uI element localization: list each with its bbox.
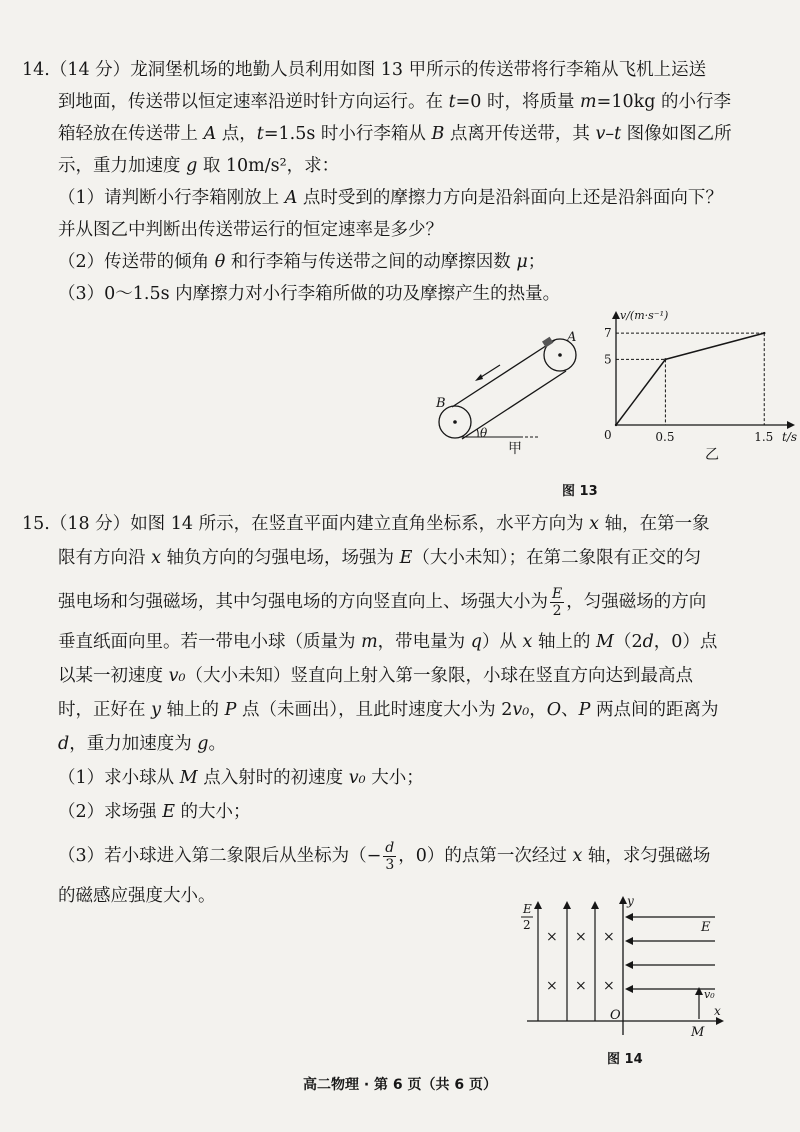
- fig14-label-v0: v₀: [704, 988, 715, 1001]
- q14-sub-2: （2）传送带的倾角 θ 和行李箱与传送带之间的动摩擦因数 μ；: [58, 252, 546, 272]
- q15-line-5: 以某一初速度 v₀（大小未知）竖直向上射入第一象限，小球在竖直方向达到最高点: [58, 666, 693, 686]
- fraction-d-over-3: $\frac{d}{3}$: [385, 840, 395, 873]
- fig14-label-E2-num: E: [523, 902, 532, 916]
- page-footer: 高二物理 · 第 6 页（共 6 页）: [302, 1077, 498, 1093]
- q15-sub-3-cont: 的磁感应强度大小。: [58, 886, 216, 906]
- q15-line-1: 15.（18 分）如图 14 所示，在竖直平面内建立直角坐标系，水平方向为 x 轴，在第一象: [22, 514, 710, 534]
- fig13-label-B: B: [436, 396, 446, 411]
- vt-label-yi: 乙: [704, 447, 719, 463]
- fig14-label-O: O: [610, 1008, 621, 1023]
- fig14-label-E: E: [701, 920, 711, 935]
- fig14-field-diagram: [515, 895, 725, 1045]
- vt-x-axis-arrow: [787, 421, 795, 429]
- svg-text:×: ×: [546, 929, 558, 945]
- vt-point-2: [763, 332, 765, 334]
- fig14-magnetic-crosses: [546, 929, 615, 994]
- fig13-vt-chart: [600, 309, 798, 463]
- q14-line-1: 14.（14 分）龙洞堡机场的地勤人员利用如图 13 甲所示的传送带将行李箱从飞机上运送: [22, 60, 707, 80]
- q15-line-6: 时，正好在 y 轴上的 P 点（未画出），且此时速度大小为 2v₀，O、P 两点间的距离为: [58, 700, 719, 720]
- q15-sub-3: （3）若小球进入第二象限后从坐标为（− $\frac{d}{3}$ ，0）的点第一次经过 x 轴，求匀强磁场: [58, 840, 711, 873]
- luggage-box: [542, 337, 553, 348]
- fig14-upward-field-lines: [534, 901, 599, 1021]
- q14-sub-3: （3）0～1.5s 内摩擦力对小行李箱所做的功及摩擦产生的热量。: [58, 284, 561, 304]
- vt-y-tick-5: 5: [604, 352, 612, 367]
- vt-origin-label: 0: [604, 428, 612, 442]
- vt-y-axis-label: v/(m·s⁻¹): [620, 309, 669, 322]
- q14-line-4: 示，重力加速度 g 取 10m/s²，求：: [58, 156, 340, 176]
- svg-text:×: ×: [603, 978, 615, 994]
- svg-text:×: ×: [603, 929, 615, 945]
- vt-segment-0: [616, 359, 665, 425]
- svg-text:×: ×: [575, 929, 587, 945]
- belt-bottom: [462, 371, 566, 439]
- fig14-caption: 图 14: [607, 1052, 643, 1067]
- q14-sub-1-cont: 并从图乙中判断出传送带运行的恒定速率是多少？: [58, 220, 443, 240]
- fig13-label-jia: 甲: [508, 441, 522, 457]
- fig14-label-x: x: [714, 1004, 721, 1018]
- q14-line-2: 到地面，传送带以恒定速率沿逆时针方向运行。在 t=0 时，将质量 m=10kg 的小行李: [58, 92, 731, 112]
- fraction-E-over-2: $\frac{E}{2}$: [552, 586, 563, 619]
- vt-x-axis-label: t/s: [782, 430, 798, 444]
- q15-sub-2: （2）求场强 E 的大小；: [58, 802, 251, 822]
- vt-x-tick-1.5: 1.5: [754, 430, 774, 444]
- fig13-label-A: A: [567, 330, 577, 345]
- svg-text:×: ×: [575, 978, 587, 994]
- vt-y-tick-7: 7: [604, 326, 612, 341]
- vt-point-0: [615, 424, 617, 426]
- q15-line-2: 限有方向沿 x 轴负方向的匀强电场，场强为 E（大小未知）；在第二象限有正交的匀: [58, 548, 702, 568]
- vt-point-1: [664, 358, 666, 360]
- q14-sub-1: （1）请判断小行李箱刚放上 A 点时受到的摩擦力方向是沿斜面向上还是沿斜面向下？: [58, 188, 723, 208]
- fig14-label-M: M: [691, 1025, 705, 1040]
- q15-line-3: 强电场和匀强磁场，其中匀强电场的方向竖直向上、场强大小为 $\frac{E}{2}$ ，匀强磁场的方向: [58, 586, 707, 619]
- svg-text:×: ×: [546, 978, 558, 994]
- q15-line-7: d，重力加速度为 g。: [58, 734, 226, 754]
- vt-segment-1: [665, 333, 764, 359]
- belt-top: [452, 340, 555, 407]
- fig14-label-E2-den: 2: [523, 918, 531, 932]
- q15-sub-1: （1）求小球从 M 点入射时的初速度 v₀ 大小；: [58, 768, 424, 788]
- vt-x-tick-0.5: 0.5: [655, 430, 675, 444]
- fig13-label-theta: θ: [480, 426, 488, 440]
- q15-line-4: 垂直纸面向里。若一带电小球（质量为 m，带电量为 q）从 x 轴上的 M（2d，0）点: [58, 632, 718, 652]
- fig13-caption: 图 13: [562, 484, 598, 499]
- fig14-label-y: y: [627, 894, 634, 908]
- vt-y-axis-arrow: [612, 311, 620, 319]
- q14-line-3: 箱轻放在传送带上 A 点，t=1.5s 时小行李箱从 B 点离开传送带，其 v–t 图像如图乙所: [58, 124, 732, 144]
- fig13-conveyor-diagram: [420, 325, 610, 460]
